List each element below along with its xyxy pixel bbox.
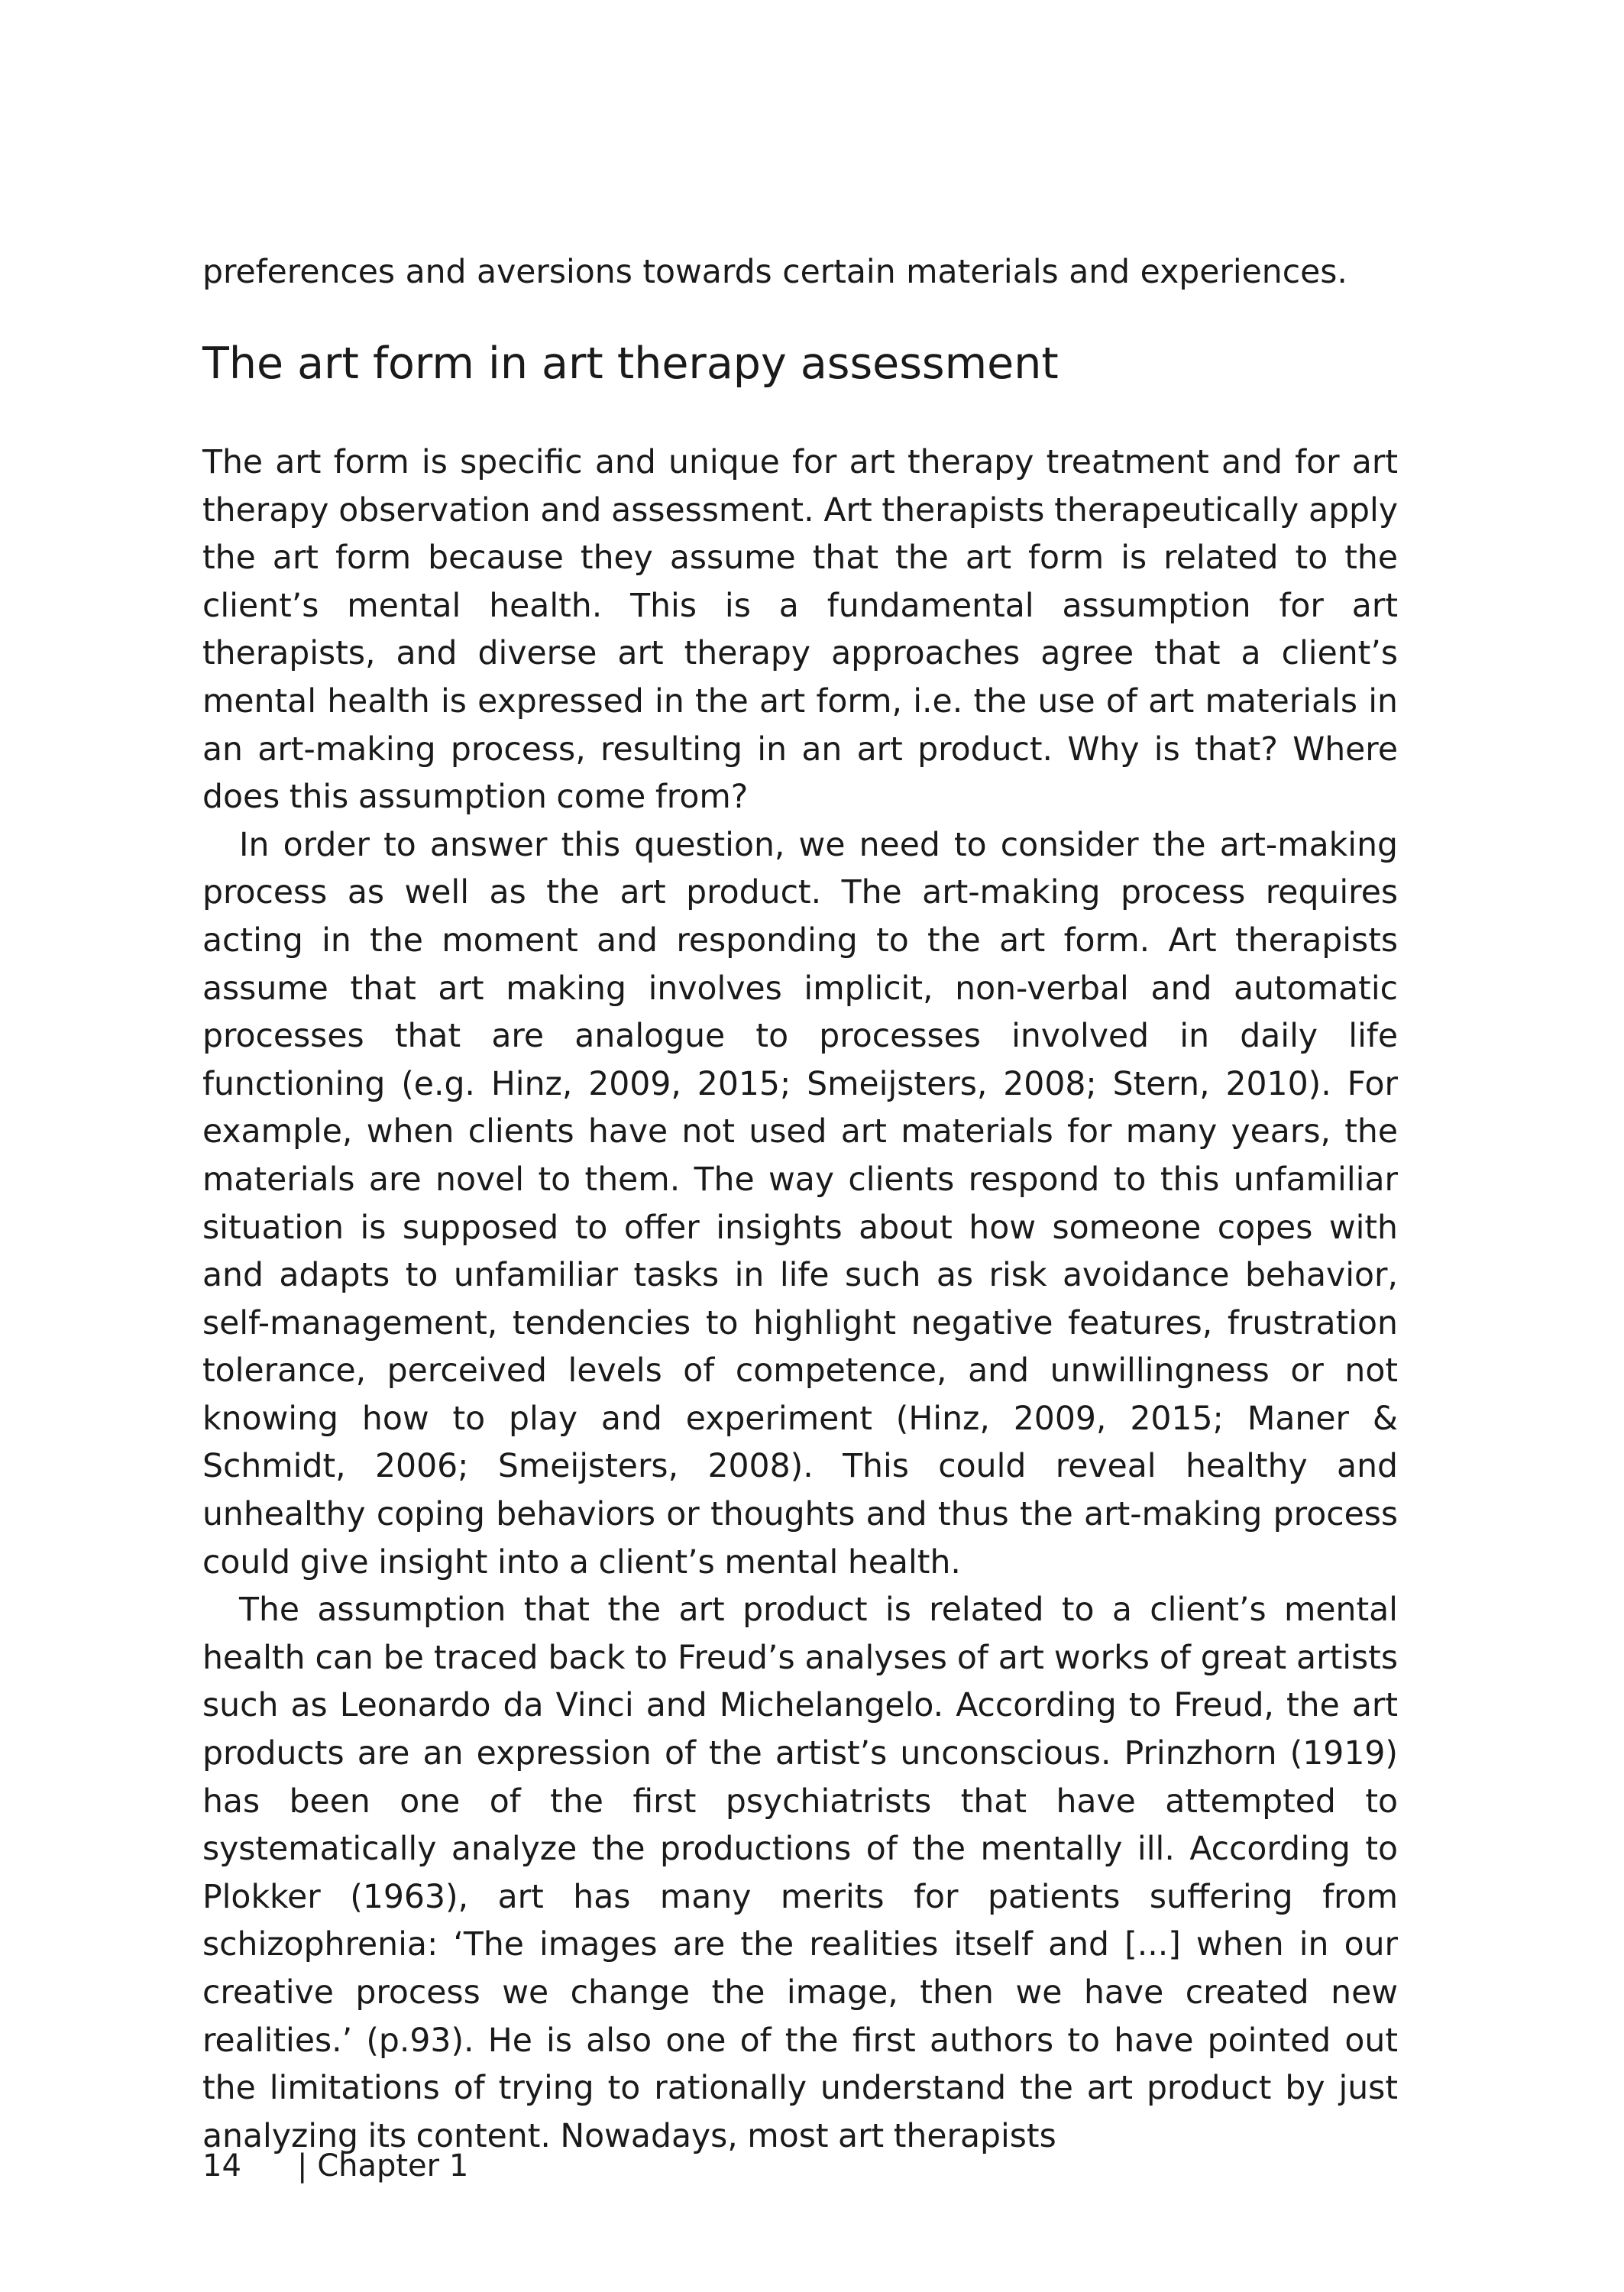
- page-footer: [202, 2145, 468, 2187]
- running-footer-chapter: | Chapter 1: [297, 2148, 469, 2184]
- section-body: [202, 439, 1398, 2161]
- page-number: 14: [202, 2148, 241, 2184]
- paragraph-3: The assumption that the art product is related to a client’s mental health can be traced back to Freud’s analyses of art works of great artists such as Leonardo da Vinci and Michelangelo. According to Freud, the art products are an expression of the artist’s unconscious. Prinzhorn (1919) has been one of the first psychiatrists that have attempted to systematically analyze the productions of the mentally ill. According to Plokker (1963), art has many merits for patients suffering from schizophrenia: ‘The images are the realities itself and [...] when in our creative process we change the image, then we have created new realities.’ (p.93). He is also one of the first authors to have pointed out the limitations of trying to rationally understand the art product by just analyzing its content. Nowadays, most art therapists: [202, 1591, 1398, 2155]
- paragraph-1: The art form is specific and unique for art therapy treatment and for art therapy observation and assessment. Art therapists therapeutically apply the art form because they assume that the art form is related to the client’s mental health. This is a fundamental assumption for art therapists, and diverse art therapy approaches agree that a client’s mental health is expressed in the art form, i.e. the use of art materials in an art-making process, resulting in an art product. Why is that? Where does this assumption come from?: [202, 444, 1398, 817]
- section-heading: The art form in art therapy assessment: [202, 338, 1059, 389]
- continued-paragraph-line: preferences and aversions towards certain materials and experiences.: [202, 254, 1347, 291]
- paragraph-2: In order to answer this question, we need to consider the art-making process as well as the art product. The art-making process requires acting in the moment and responding to the art form. Art therapists assume that art making involves implicit, non-verbal and automatic processes that are analogue to processes involved in daily life functioning (e.g. Hinz, 2009, 2015; Smeijsters, 2008; Stern, 2010). For example, when clients have not used art materials for many years, the materials are novel to them. The way clients respond to this unfamiliar situation is supposed to offer insights about how someone copes with and adapts to unfamiliar tasks in life such as risk avoidance behavior, self-management, tendencies to highlight negative features, frustration tolerance, perceived levels of competence, and unwillingness or not knowing how to play and experiment (Hinz, 2009, 2015; Maner & Schmidt, 2006; Smeijsters, 2008). This could reveal healthy and unhealthy coping behaviors or thoughts and thus the art-making process could give insight into a client’s mental health.: [202, 826, 1398, 1581]
